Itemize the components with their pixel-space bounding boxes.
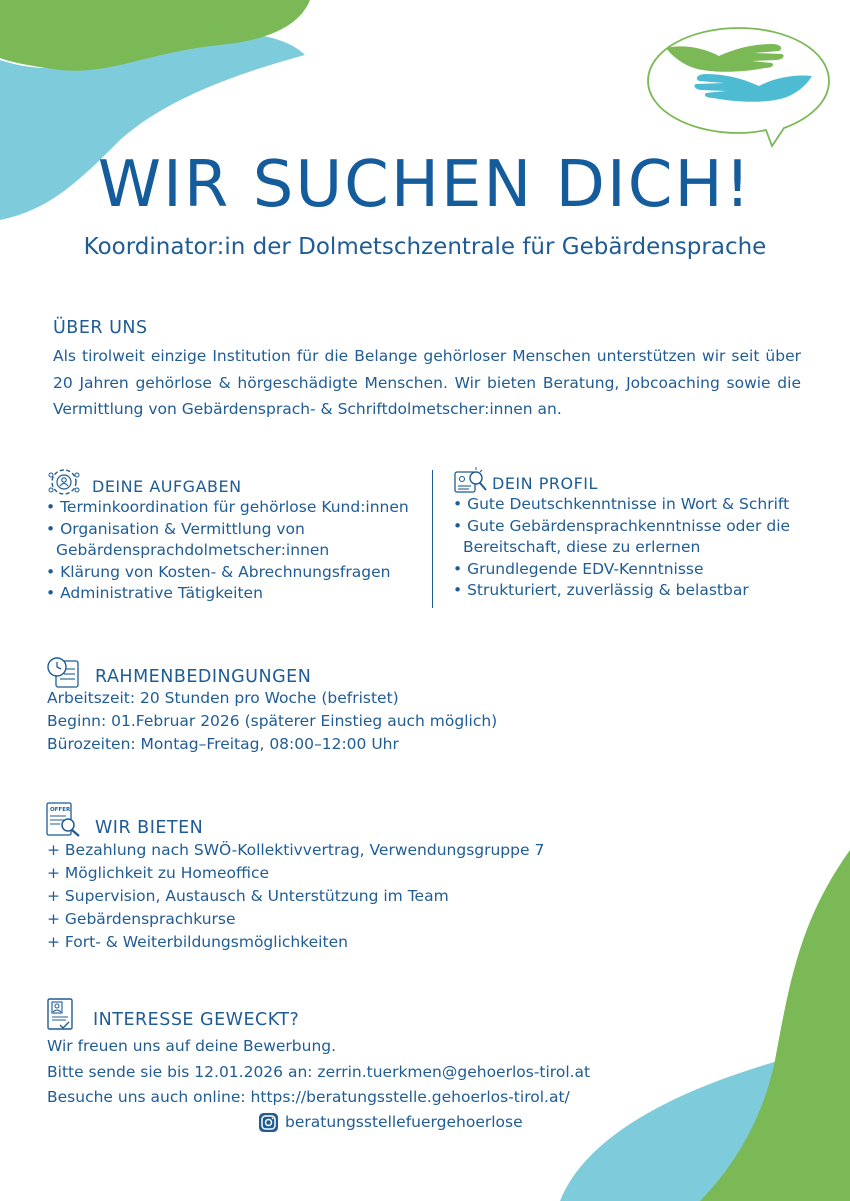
list-item: • Administrative Tätigkeiten [46, 583, 418, 605]
list-item: + Gebärdensprachkurse [47, 910, 236, 928]
application-document-icon [46, 997, 76, 1033]
interest-text [47, 1034, 590, 1111]
list-item: Beginn: 01.Februar 2026 (späterer Einstieg auch möglich) [47, 712, 498, 730]
conditions-list [47, 687, 497, 756]
profile-heading: DEIN PROFIL [492, 474, 598, 493]
tasks-list [46, 497, 418, 605]
instagram-link[interactable] [258, 1111, 523, 1133]
list-item: • Strukturiert, zuverlässig & belastbar [453, 580, 798, 602]
list-item: Arbeitszeit: 20 Stunden pro Woche (befristet) [47, 689, 399, 707]
interest-line: Wir freuen uns auf deine Bewerbung. [47, 1037, 337, 1055]
column-divider [432, 470, 433, 608]
offer-heading: WIR BIETEN [95, 818, 204, 838]
list-item: + Fort- & Weiterbildungsmöglichkeiten [47, 933, 348, 951]
list-item: • Grundlegende EDV-Kenntnisse [453, 559, 798, 581]
gear-people-icon [46, 466, 82, 498]
instagram-icon [258, 1112, 279, 1133]
interest-heading: INTERESSE GEWECKT? [93, 1010, 300, 1030]
clock-document-icon [46, 655, 82, 689]
contact-email[interactable]: Bitte sende sie bis 12.01.2026 an: zerrin.tuerkmen@gehoerlos-tirol.at [47, 1062, 591, 1081]
list-item: + Möglichkeit zu Homeoffice [47, 864, 270, 882]
svg-text:OFFER: OFFER [50, 807, 71, 813]
list-item: • Gute Deutschkenntnisse in Wort & Schrift [453, 494, 798, 516]
list-item: • Terminkoordination für gehörlose Kund:innen [46, 497, 418, 519]
website-link[interactable]: Besuche uns auch online: https://beratungsstelle.gehoerlos-tirol.at/ [47, 1088, 570, 1106]
about-heading: ÜBER UNS [53, 318, 148, 338]
list-item: • Klärung von Kosten- & Abrechnungsfragen [46, 562, 418, 584]
profile-search-icon [452, 464, 488, 496]
about-text: Als tirolweit einzige Institution für die Belange gehörloser Menschen unterstützen wir seit über 20 Jahren gehörlose & hörgeschädigte Menschen. Wir bieten Beratung, Jobcoaching sowie die Vermittlung von Gebärdensprach- & Schriftdolmetscher:innen an. [53, 347, 801, 418]
list-item: Bürozeiten: Montag–Freitag, 08:00–12:00 Uhr [47, 735, 399, 753]
list-item: + Bezahlung nach SWÖ-Kollektivvertrag, Verwendungsgruppe 7 [47, 841, 545, 859]
page-title: WIR SUCHEN DICH! [97, 148, 753, 222]
job-subtitle: Koordinator:in der Dolmetschzentrale für Gebärdensprache [83, 234, 767, 260]
offer-document-icon [46, 802, 82, 838]
conditions-heading: RAHMENBEDINGUNGEN [95, 667, 312, 687]
list-item: • Organisation & Vermittlung von Gebärdensprachdolmetscher:innen [46, 519, 418, 562]
offer-list [47, 839, 544, 954]
list-item: • Gute Gebärdensprachkenntnisse oder die Bereitschaft, diese zu erlernen [453, 516, 798, 559]
profile-list [453, 494, 798, 602]
hands-speech-bubble-logo [644, 18, 834, 148]
instagram-handle: beratungsstellefuergehoerlose [285, 1113, 523, 1131]
list-item: + Supervision, Austausch & Unterstützung im Team [47, 887, 449, 905]
tasks-heading: DEINE AUFGABEN [92, 477, 242, 496]
